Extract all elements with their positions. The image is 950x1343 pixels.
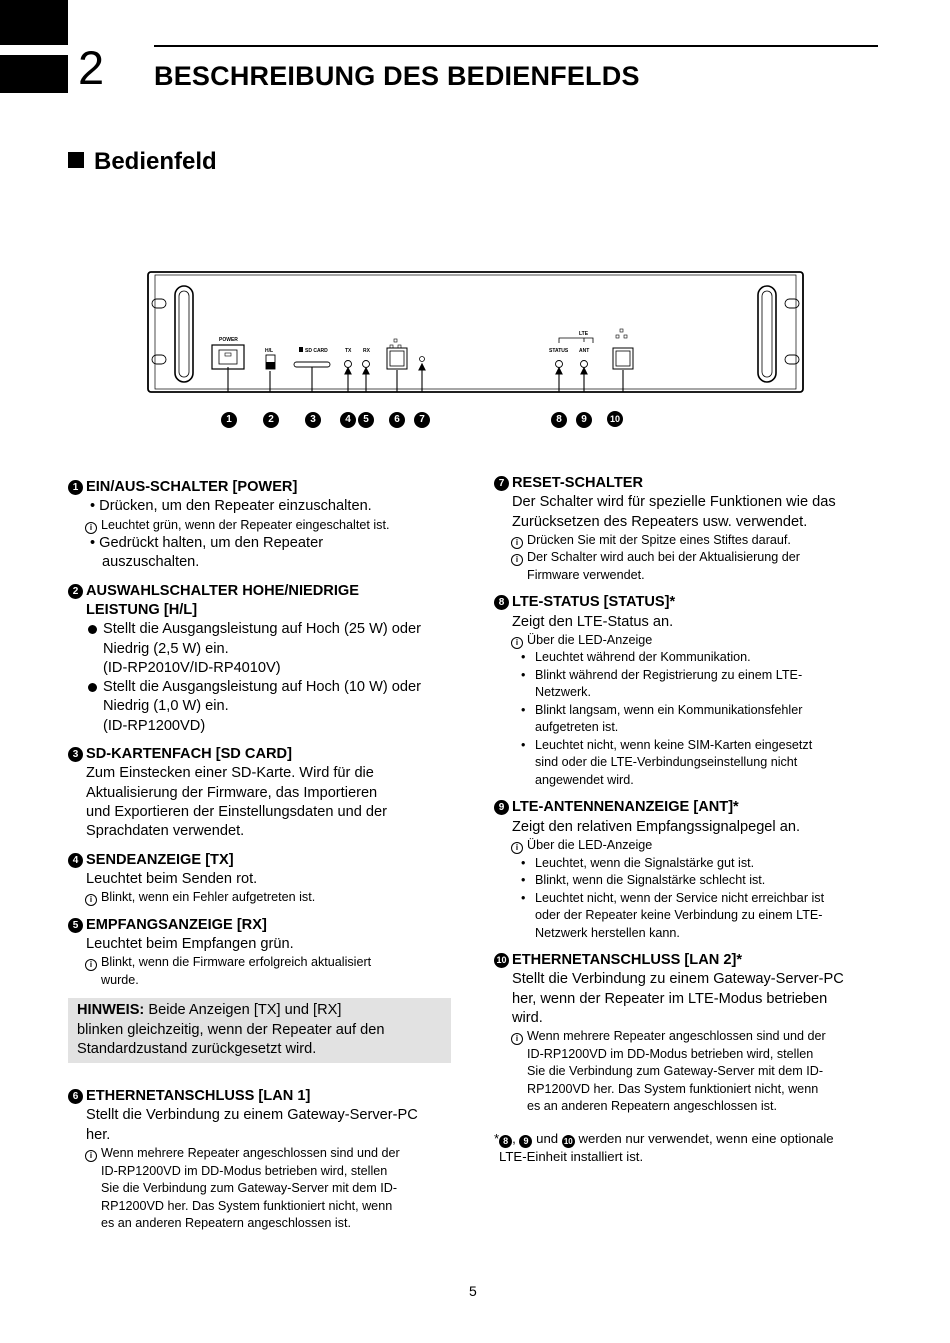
list-item: • Blinkt, wenn die Signalstärke schlecht ist. [521, 873, 766, 888]
item-heading [494, 474, 886, 493]
callout-number: 4 [340, 412, 356, 428]
info-icon: i [511, 1033, 523, 1045]
callout-number: 7 [414, 412, 430, 428]
item-number-icon: 2 [68, 584, 83, 599]
item-title: LTE-ANTENNENANZEIGE [ANT]* [512, 799, 739, 816]
callout-8 [551, 409, 567, 425]
callout-5 [358, 409, 374, 425]
item-sd-card-slot [68, 745, 460, 841]
info-icon: i [85, 894, 97, 906]
list-item: • Blinkt langsam, wenn ein Kommunikationsfehler aufgetreten ist. [521, 702, 803, 735]
item-number-icon: 7 [494, 476, 509, 491]
item-description: Zum Einstecken einer SD-Karte. Wird für die Aktualisierung der Firmware, das Importieren und Exportieren der Einstellungsdaten und der Sprachdaten verwendet. [86, 765, 387, 840]
item-number-icon: 3 [68, 747, 83, 762]
chapter-tab-bottom [0, 55, 68, 93]
callout-10 [607, 409, 623, 425]
callout-7 [414, 409, 430, 425]
item-heading [68, 745, 460, 764]
info-icon: i [511, 554, 523, 566]
item-lte-antenna [494, 798, 886, 942]
callout-number: 2 [263, 412, 279, 428]
chapter-rule [154, 45, 878, 47]
lte-label: LTE [579, 331, 589, 337]
item-heading [68, 1087, 460, 1106]
rx-label: RX [363, 348, 370, 354]
item-lan2 [494, 951, 886, 1116]
hl-label: H/L [265, 348, 274, 354]
item-number-icon: 10 [494, 953, 509, 968]
item-title: RESET-SCHALTER [512, 475, 644, 491]
dot-bullet-icon [88, 683, 97, 692]
note-text: Leuchtet grün, wenn der Repeater eingeschaltet ist. [101, 517, 390, 532]
footnote-number-icon: 8 [499, 1135, 512, 1148]
list-item: • Leuchtet, wenn die Signalstärke gut ist. [521, 855, 755, 870]
tx-label: TX [345, 348, 352, 354]
callout-2 [263, 409, 279, 425]
callout-number: 9 [576, 412, 592, 428]
chapter-number: 2 [78, 41, 105, 94]
item-title: EIN/AUS-SCHALTER [POWER] [86, 479, 298, 495]
list-item: • Blinkt während der Registrierung zu einem LTE- Netzwerk. [521, 667, 803, 700]
callout-4 [340, 409, 356, 425]
item-title: AUSWAHLSCHALTER HOHE/NIEDRIGE [86, 582, 359, 599]
bullet-text: • Drücken, um den Repeater einzuschalten. [90, 498, 372, 515]
item-heading [68, 851, 460, 870]
item-description: Zeigt den LTE-Status an. [512, 613, 674, 630]
dot-bullet: Stellt die Ausgangsleistung auf Hoch (10 W) oder Niedrig (1,0 W) ein. (ID-RP1200VD) [88, 678, 460, 736]
item-title: SD-KARTENFACH [SD CARD] [86, 746, 292, 763]
item-number-icon: 4 [68, 853, 83, 868]
section-heading [68, 148, 217, 176]
callout-1 [221, 409, 237, 425]
item-number-icon: 1 [68, 480, 83, 495]
sd-card-icon [299, 347, 303, 352]
item-number-icon: 5 [68, 918, 83, 933]
item-description: Stellt die Verbindung zu einem Gateway-Server-PC her. [86, 1107, 418, 1143]
item-heading [494, 798, 886, 817]
item-lte-status [494, 593, 886, 789]
callout-number: 8 [551, 412, 567, 428]
page-number: 5 [469, 1283, 477, 1299]
item-heading [494, 593, 886, 612]
note: i Der Schalter wird auch bei der Aktualisierung der Firmware verwendet. [511, 549, 886, 584]
section-title: Bedienfeld [94, 148, 217, 175]
item-heading [68, 478, 460, 497]
list-item: • Leuchtet nicht, wenn keine SIM-Karten eingesetzt sind oder die LTE-Verbindungseinstellung nicht angewendet wird. [521, 737, 813, 787]
callout-number: 5 [358, 412, 374, 428]
item-title: LTE-STATUS [STATUS]* [512, 594, 676, 611]
item-description: Der Schalter wird für spezielle Funktionen wie das Zurücksetzen des Repeaters usw. verwendet. [512, 494, 836, 530]
note: i Über die LED-Anzeige [511, 837, 886, 855]
note: i Wenn mehrere Repeater angeschlossen sind und der ID-RP1200VD im DD-Modus betrieben wird, stellen Sie die Verbindung zum Gateway-Server mit dem ID- RP1200VD her. Das System funktioniert nicht, wenn es an anderen Repeatern angeschlossen ist. [85, 1145, 460, 1233]
callout-6 [389, 409, 405, 425]
dot-bullet-icon [88, 625, 97, 634]
item-description: Zeigt den relativen Empfangssignalpegel an. [512, 818, 801, 835]
bullet-text: • Gedrückt halten, um den Repeater [90, 535, 324, 552]
callout-number: 1 [221, 412, 237, 428]
right-column [494, 474, 886, 1166]
hinweis-box: HINWEIS: Beide Anzeigen [TX] und [RX] blinken gleichzeitig, wenn der Repeater auf den Standardzustand zurückgesetzt wird. [68, 998, 451, 1063]
item-title: ETHERNETANSCHLUSS [LAN 2]* [512, 952, 742, 969]
hinweis-label: HINWEIS: [77, 1002, 145, 1019]
callout-number: 6 [389, 412, 405, 428]
square-bullet-icon [68, 152, 84, 168]
note [85, 889, 460, 907]
footnote: * 8 , 9 und 10 werden nur verwendet, wenn eine optionale LTE-Einheit installiert ist. [494, 1130, 834, 1164]
item-hl-switch [68, 582, 460, 736]
info-icon: i [511, 842, 523, 854]
note: i Blinkt, wenn die Firmware erfolgreich aktualisiert wurde. [85, 954, 460, 989]
callout-number: 10 [607, 411, 623, 427]
front-panel-diagram [147, 271, 804, 393]
item-description: Leuchtet beim Senden rot. [86, 870, 258, 887]
bullet-text-cont: auszuschalten. [102, 554, 200, 571]
info-icon: i [85, 959, 97, 971]
item-number-icon: 9 [494, 800, 509, 815]
left-column [68, 478, 460, 1242]
callout-3 [305, 409, 321, 425]
panel-outline [148, 272, 803, 392]
item-number-icon: 6 [68, 1089, 83, 1104]
item-description: Stellt die Verbindung zu einem Gateway-Server-PC her, wenn der Repeater im LTE-Modus betrieben wird. [512, 971, 844, 1026]
item-title: ETHERNETANSCHLUSS [LAN 1] [86, 1088, 311, 1105]
item-description: Leuchtet beim Empfangen grün. [86, 935, 294, 952]
item-title: EMPFANGSANZEIGE [RX] [86, 916, 267, 933]
status-label: STATUS [549, 348, 569, 354]
footnote-number-icon: 10 [562, 1135, 575, 1148]
item-heading [68, 916, 460, 935]
info-icon: i [511, 637, 523, 649]
note: i Wenn mehrere Repeater angeschlossen sind und der ID-RP1200VD im DD-Modus betrieben wird, stellen Sie die Verbindung zum Gateway-Server mit dem ID- RP1200VD her. Das System funktioniert nicht, wenn es an anderen Repeatern angeschlossen ist. [511, 1028, 886, 1116]
item-lan1 [68, 1087, 460, 1232]
callout-number: 3 [305, 412, 321, 428]
item-heading [68, 582, 460, 621]
power-label: POWER [219, 337, 238, 343]
info-icon: i [85, 1150, 97, 1162]
item-title: SENDEANZEIGE [TX] [86, 851, 234, 868]
item-reset-switch [494, 474, 886, 584]
list-item: • Leuchtet nicht, wenn der Service nicht erreichbar ist oder der Repeater keine Verbindung zu einem LTE- Netzwerk herstellen kann. [521, 890, 825, 940]
info-icon: i [511, 537, 523, 549]
callout-9 [576, 409, 592, 425]
sdcard-label: SD CARD [305, 348, 328, 354]
item-rx-indicator [68, 916, 460, 990]
note [85, 517, 460, 535]
item-title-cont: LEISTUNG [H/L] [86, 601, 198, 618]
info-icon: i [85, 522, 97, 534]
item-number-icon: 8 [494, 595, 509, 610]
item-tx-indicator [68, 851, 460, 907]
item-power-switch [68, 478, 460, 573]
footnote-number-icon: 9 [519, 1135, 532, 1148]
item-heading [494, 951, 886, 970]
note-text: Blinkt, wenn ein Fehler aufgetreten ist. [101, 890, 316, 905]
dot-bullet: Stellt die Ausgangsleistung auf Hoch (25 W) oder Niedrig (2,5 W) ein. (ID-RP2010V/ID-RP4010V) [88, 620, 460, 678]
list-item: • Leuchtet während der Kommunikation. [521, 650, 751, 665]
note: i Drücken Sie mit der Spitze eines Stiftes darauf. [511, 532, 886, 550]
ant-label: ANT [579, 348, 590, 354]
chapter-title: BESCHREIBUNG DES BEDIENFELDS [154, 61, 640, 91]
chapter-tab-top [0, 0, 68, 45]
note: i Über die LED-Anzeige [511, 632, 886, 650]
